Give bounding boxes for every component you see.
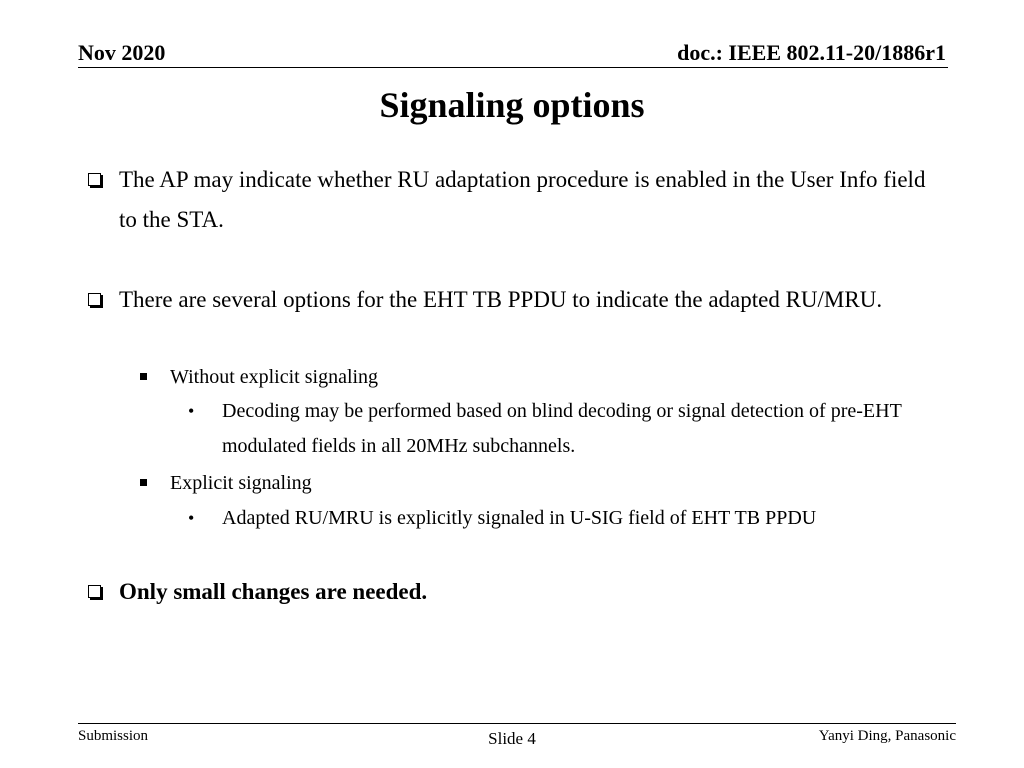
- bullet-1: [88, 160, 928, 240]
- sub-sub-bullet-text: Adapted RU/MRU is explicitly signaled in U-SIG field of EHT TB PPDU: [222, 507, 817, 529]
- checkbox-bullet-icon: [88, 293, 101, 306]
- footer-author: Yanyi Ding, Panasonic: [818, 728, 956, 744]
- checkbox-bullet-icon: [88, 173, 101, 186]
- bullet-3-text: Only small changes are needed.: [119, 579, 428, 604]
- slide-title: Signaling options: [379, 85, 645, 125]
- footer-slide-number: Slide 4: [488, 729, 536, 748]
- dot-bullet-icon: •: [188, 508, 195, 528]
- dot-bullet-icon: •: [188, 401, 195, 421]
- sub-sub-bullet-usig: [188, 501, 928, 536]
- header-doc-id: doc.: IEEE 802.11-20/1886r1: [677, 40, 946, 65]
- sub-bullet-text: Without explicit signaling: [170, 366, 379, 388]
- square-bullet-icon: [140, 373, 147, 380]
- sub-sub-bullet-blind-decoding: [188, 394, 928, 464]
- footer-submission: Submission: [78, 728, 149, 744]
- bullet-2-text: There are several options for the EHT TB PPDU to indicate the adapted RU/MRU.: [119, 287, 883, 312]
- bullet-3: [88, 572, 928, 612]
- sub-bullet-without-explicit: [140, 360, 920, 394]
- square-bullet-icon: [140, 479, 147, 486]
- header-divider: [78, 67, 948, 68]
- sub-bullet-text: Explicit signaling: [170, 472, 312, 494]
- header-date: Nov 2020: [78, 40, 166, 65]
- checkbox-bullet-icon: [88, 585, 101, 598]
- sub-bullet-explicit: [140, 466, 920, 500]
- footer-divider: [78, 723, 956, 724]
- bullet-1-text: The AP may indicate whether RU adaptation procedure is enabled in the User Info field to the STA.: [119, 167, 926, 232]
- bullet-2: [88, 280, 928, 320]
- sub-sub-bullet-text: Decoding may be performed based on blind decoding or signal detection of pre-EHT modulated fields in all 20MHz subchannels.: [222, 400, 902, 457]
